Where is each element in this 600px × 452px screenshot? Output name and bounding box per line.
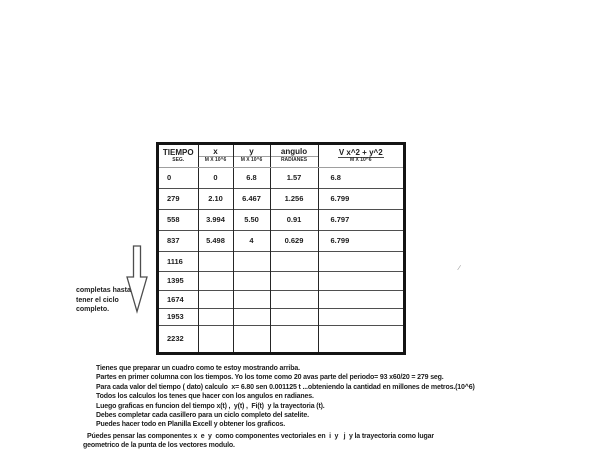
table-cell: 0: [159, 167, 198, 188]
note-line: Púedes pensar las componentes x e y como componentes vectoriales en i y j y la trayectoria como lugar: [87, 433, 435, 440]
header-unit: M X 10^6: [240, 157, 263, 164]
table-cell: 2.10: [198, 188, 233, 209]
data-table: [156, 142, 406, 355]
stray-mark: /: [457, 264, 461, 273]
table-cell: 837: [159, 230, 198, 251]
table-cell: [318, 325, 403, 352]
table-cell: [198, 251, 233, 271]
table-cell: [198, 308, 233, 325]
table-cell: 558: [159, 209, 198, 230]
note-line: geometrico de la punta de los vectores modulo.: [83, 442, 235, 450]
table-row: [159, 290, 403, 308]
table-cell: [198, 271, 233, 290]
table-cell: [318, 271, 403, 290]
table-cell: 1674: [159, 290, 198, 308]
header-unit: M X 10^6: [204, 157, 227, 164]
header-label: angulo: [280, 147, 308, 157]
table-cell: [270, 251, 318, 271]
notes-paragraph-2: [83, 432, 563, 451]
table-cell: 6.8: [318, 167, 403, 188]
table-row: [159, 308, 403, 325]
table-cell: [233, 308, 270, 325]
header-label: x: [213, 147, 218, 157]
table-cell: 0.629: [270, 230, 318, 251]
header-cell: [233, 145, 270, 167]
table-cell: [233, 325, 270, 352]
table-row: [159, 230, 403, 251]
table-cell: [318, 308, 403, 325]
table-cell: [318, 251, 403, 271]
table-cell: 1.57: [270, 167, 318, 188]
note-line: Puedes hacer todo en Planilla Excell y obtener los graficos.: [96, 421, 286, 429]
table-row: [159, 325, 403, 352]
header-cell: [270, 145, 318, 167]
table-cell: 0: [198, 167, 233, 188]
table-row: [159, 209, 403, 230]
table-cell: 6.8: [233, 167, 270, 188]
table-cell: [318, 290, 403, 308]
table-row: [159, 251, 403, 271]
table-cell: 4: [233, 230, 270, 251]
table-row: [159, 167, 403, 188]
note-line: Todos los calculos los tenes que hacer con los angulos en radianes.: [96, 393, 314, 401]
table-cell: [198, 290, 233, 308]
table-cell: 5.498: [198, 230, 233, 251]
note-line: Luego graficas en funcion del tiempo x(t) , y(t) , Fi(t) y la trayectoria (t).: [96, 402, 325, 410]
header-cell: [318, 145, 403, 167]
table-cell: 1.256: [270, 188, 318, 209]
table-row: [159, 271, 403, 290]
notes: [96, 364, 566, 430]
table-cell: 6.797: [318, 209, 403, 230]
header-label: y: [249, 147, 254, 157]
side-note-line: tener el ciclo: [76, 296, 119, 304]
table-cell: 0.91: [270, 209, 318, 230]
side-note-line: completas hasta: [76, 287, 131, 294]
table-cell: [270, 290, 318, 308]
header-label: TIEMPO: [162, 147, 194, 157]
table-cell: [233, 251, 270, 271]
table-cell: 6.467: [233, 188, 270, 209]
table-cell: 1953: [159, 308, 198, 325]
down-arrow-icon: [126, 245, 148, 314]
header-unit: M X 10^6: [349, 156, 372, 163]
table-cell: 6.799: [318, 188, 403, 209]
header-cell: [198, 145, 233, 167]
table-cell: [270, 325, 318, 352]
side-note-line: completo.: [76, 306, 110, 314]
table-cell: [270, 308, 318, 325]
table-cell: [270, 271, 318, 290]
table-cell: 6.799: [318, 230, 403, 251]
table-row: [159, 188, 403, 209]
table-cell: 1395: [159, 271, 198, 290]
note-line: Debes completar cada casillero para un ciclo completo del satelite.: [96, 412, 309, 420]
table-cell: 2232: [159, 325, 198, 352]
header-label: V x^2 + y^2: [338, 147, 383, 157]
table-cell: 3.994: [198, 209, 233, 230]
table-header-row: [159, 145, 403, 167]
header-cell: [159, 145, 198, 167]
table-cell: 279: [159, 188, 198, 209]
table-cell: 1116: [159, 251, 198, 271]
table-cell: 5.50: [233, 209, 270, 230]
table-cell: [233, 271, 270, 290]
note-line: Tienes que preparar un cuadro como te estoy mostrando arriba.: [96, 365, 300, 372]
table-cell: [233, 290, 270, 308]
note-line: Partes en primer columna con los tiempos. Yo los tome como 20 avas parte del periodo= 93 x60/20 = 279 seg.: [96, 374, 444, 382]
header-unit: RADIANES: [280, 157, 308, 164]
table-body: [159, 167, 403, 352]
table-cell: [198, 325, 233, 352]
note-line: Para cada valor del tiempo ( dato) calculo x= 6.80 sen 0.001125 t ...obteniendo la cantidad en millones de metros.(10^6): [96, 383, 475, 391]
header-unit: SEG.: [172, 156, 185, 163]
